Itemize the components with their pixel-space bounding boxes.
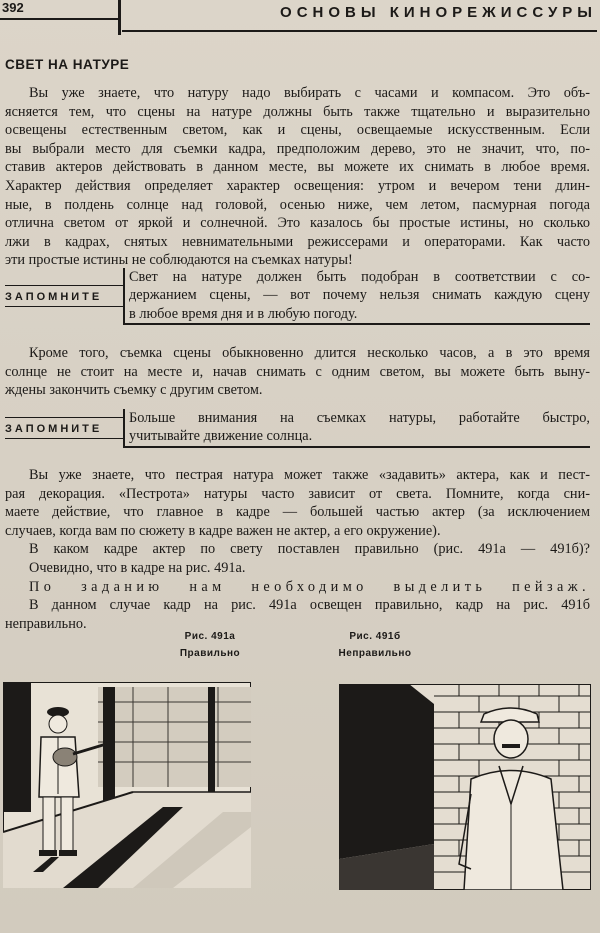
text-line: ясняется тем, что сцены на натуре должны быть также тщательно и выразительно [5, 103, 590, 120]
text-line: лжи в кадрах, снятых невнимательными режиссерами и операторами. Как часто [5, 233, 590, 250]
callout-rule [5, 417, 125, 418]
text-line: Кроме того, съемка сцены обыкновенно длится несколько часов, а в это время [29, 345, 590, 361]
text-line: В данном случае кадр на рис. 491а освещен правильно, кадр на рис. 491б [29, 597, 590, 614]
figure-label: Рис. 491а [184, 631, 236, 642]
paragraph-1 [5, 84, 590, 270]
callout-bar [123, 268, 125, 324]
text-line: эти простые истины не соблюдаются на съемках натуры! [5, 252, 353, 269]
remember-callout-1 [5, 268, 590, 328]
figure-caption-b [330, 628, 420, 662]
text-line: случаев, когда вам по сюжету в кадре важен не актер, а его окружение). [5, 522, 441, 539]
figure-verdict: Неправильно [338, 648, 412, 659]
callout-rule [5, 306, 125, 307]
figure-label: Рис. 491б [349, 631, 401, 642]
figure-verdict: Правильно [179, 648, 241, 659]
callout-rule [5, 285, 125, 286]
callout-bar [123, 409, 125, 447]
text-line: держанием сцены, — вот почему нельзя снимать каждую сцену [129, 287, 590, 304]
text-line: освещены естественным светом, как и сцены, освещаемые искусственным. Если [5, 122, 590, 139]
callout-bottom-rule [123, 446, 590, 448]
figure-caption-a [170, 628, 250, 662]
header-divider [118, 0, 121, 35]
callout-text [129, 409, 590, 446]
emphasis-line: По заданию нам необходимо выделить пейзаж. [29, 578, 590, 595]
brick-wall-man-illustration [339, 684, 591, 890]
running-title: ОСНОВЫ КИНОРЕЖИССУРЫ [122, 0, 597, 32]
text-line: Больше внимания на съемках натуры, работайте быстро, [129, 410, 590, 426]
callout-label: ЗАПОМНИТЕ [5, 423, 103, 435]
text-line: ставив актеров действовать в данном месте, вы можете их снимать в любое время. [5, 159, 590, 176]
text-line: в любое время дня и в любую погоду. [129, 305, 358, 322]
text-line: Вы уже знаете, что пестрая натура может также «задавить» актера, как и пест- [29, 467, 590, 483]
text-line: ждены закончить съемку с другим светом. [5, 382, 263, 399]
callout-rule [5, 438, 125, 439]
text-line: отлична светом от яркой и солнечной. Это казалось бы простые истины, но сколько [5, 215, 590, 232]
remember-callout-2 [5, 409, 590, 451]
text-line: ные, в полдень солнце над головой, осенью ниже, чем летом, пасмурная погода [5, 196, 590, 213]
street-scene-illustration [3, 682, 251, 888]
question-line: В каком кадре актер по свету поставлен правильно (рис. 491а — 491б)? [29, 541, 590, 558]
callout-text [129, 268, 590, 323]
text-line: Свет на натуре должен быть подобран в соответствии с со- [129, 269, 590, 285]
text-line: рая декорация. «Пестрота» натуры часто зависит от света. Помните, когда сни- [5, 485, 590, 502]
text-line: солнце не стоит на месте и, начав снимать с одним светом, вы можете быть выну- [5, 363, 590, 380]
paragraph-2 [5, 344, 590, 400]
page-number: 392 [2, 0, 24, 15]
answer-line: Очевидно, что в кадре на рис. 491а. [29, 559, 246, 576]
text-line: неправильно. [5, 615, 87, 632]
section-title: СВЕТ НА НАТУРЕ [5, 57, 130, 72]
callout-bottom-rule [123, 323, 590, 325]
header-rule [0, 18, 120, 20]
paragraph-3 [5, 466, 590, 633]
text-line: маете действие, что главное в кадре — большей частью актер (за исключением [5, 504, 590, 521]
text-line: учитывайте движение солнца. [129, 428, 313, 445]
text-line: вы выбрали место для съемки кадра, предположим дерево, это не значит, что, по- [5, 140, 590, 157]
text-line: Вы уже знаете, что натуру надо выбирать с часами и компасом. Это объ- [29, 85, 590, 101]
callout-label: ЗАПОМНИТЕ [5, 291, 103, 303]
text-line: Характер действия определяет характер освещения: утром и вечером тени длин- [5, 177, 590, 194]
